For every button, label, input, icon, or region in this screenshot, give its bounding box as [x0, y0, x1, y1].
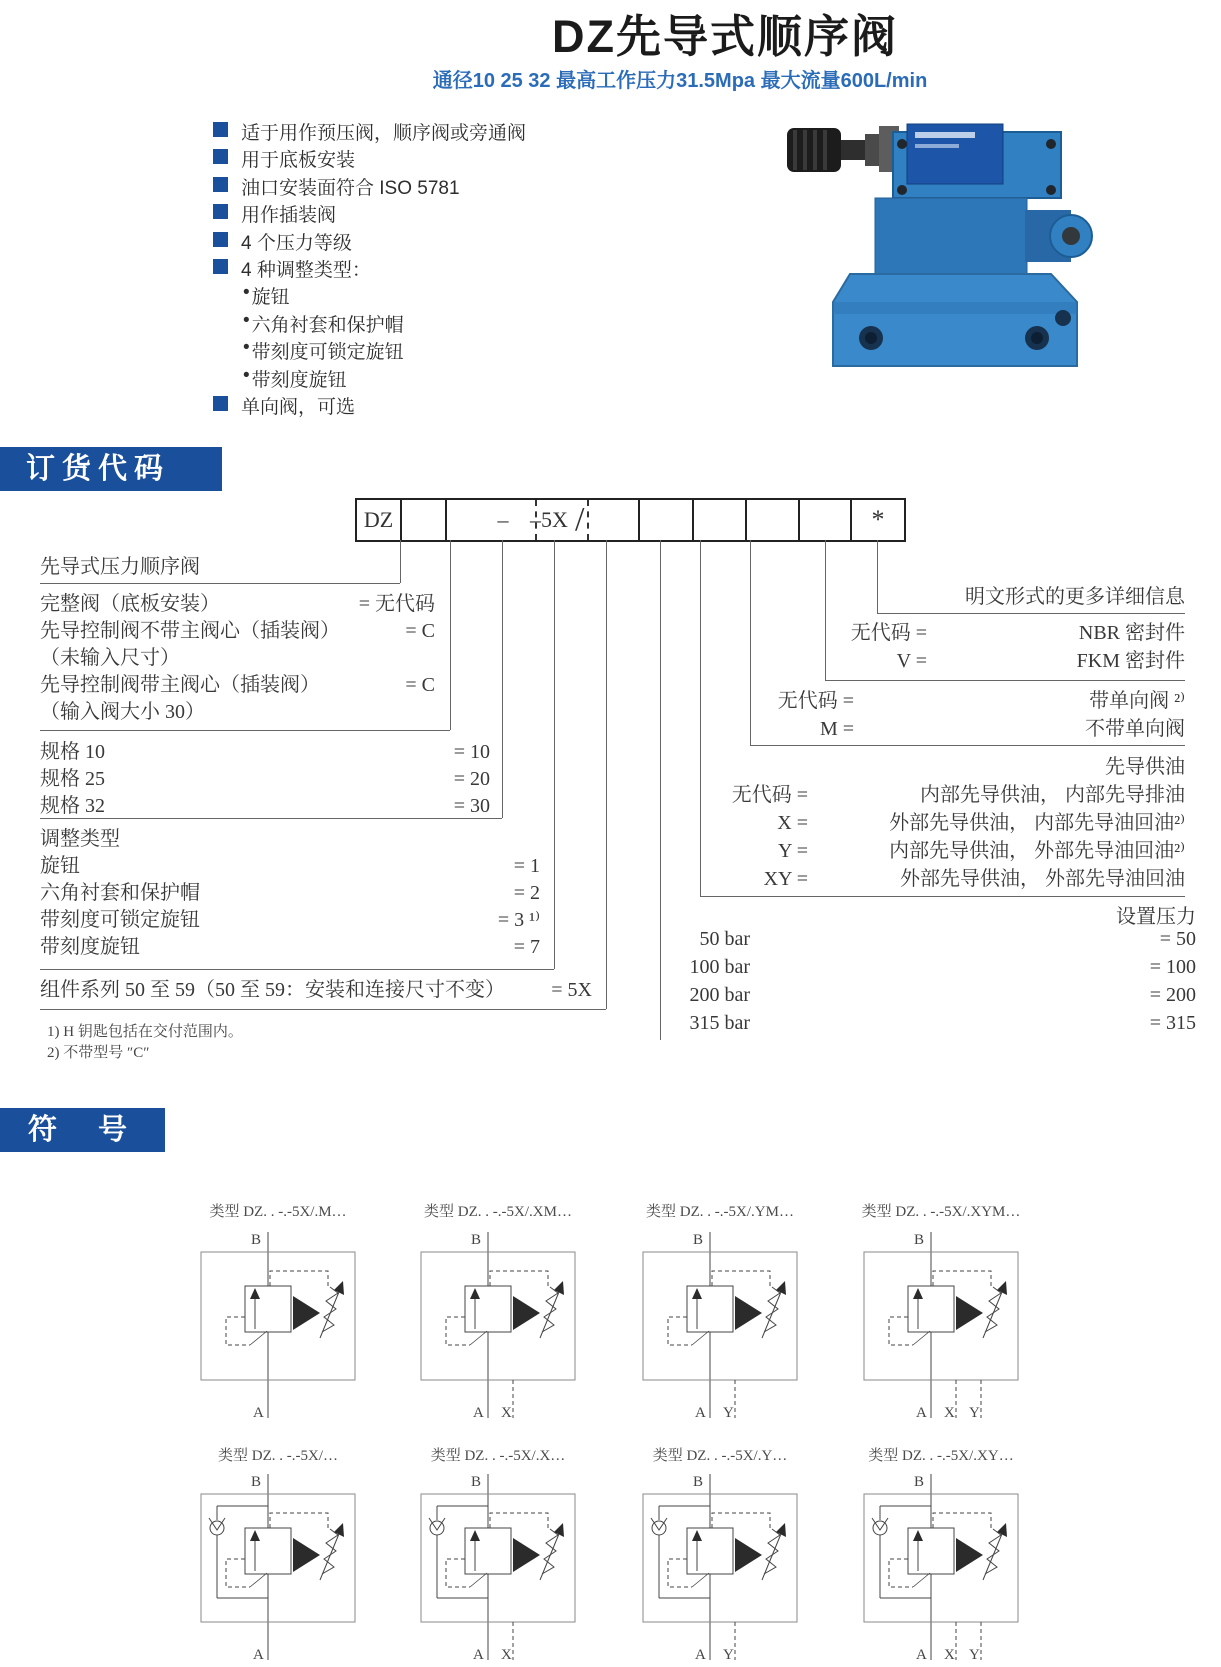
option-label: 内部先导供油， 外部先导油回油²⁾ — [889, 840, 1185, 862]
feature-text: 适于用作预压阀，顺序阀或旁通阀 — [241, 123, 527, 144]
ordering-option-row — [40, 550, 400, 577]
symbol-type-label: 类型 DZ. . -.-5X/.M… — [209, 1204, 347, 1220]
ordering-option-row — [40, 762, 490, 789]
right-block-header: 设置压力 — [1116, 906, 1196, 928]
option-label: 规格 25 — [40, 768, 105, 790]
ordering-option-row — [672, 1012, 1196, 1040]
ordering-left-block — [40, 735, 490, 816]
svg-text:B: B — [914, 1474, 925, 1490]
option-label: = 315 — [1149, 1012, 1196, 1034]
right-block-header: 先导供油 — [1105, 756, 1185, 778]
svg-text:X: X — [944, 1405, 955, 1421]
product-photo — [775, 110, 1095, 385]
feature-item — [213, 118, 526, 145]
ordering-right-block — [672, 900, 1196, 1040]
page-title: DZ先导式顺序阀 — [552, 11, 898, 62]
connector-vline — [606, 540, 607, 1009]
ordering-code-cell-text: * — [871, 505, 885, 534]
feature-item — [213, 392, 526, 419]
ordering-left-block — [40, 550, 400, 577]
hydraulic-symbol — [856, 1228, 1026, 1425]
option-code-value: = C — [405, 620, 435, 642]
ordering-code-cell — [575, 500, 640, 540]
square-bullet-icon — [213, 232, 228, 247]
feature-text: 用于底板安装 — [241, 150, 356, 172]
option-code-value: 无代码 = — [777, 690, 854, 712]
symbol-type-label: 类型 DZ. . -.-5X/.XYM… — [861, 1204, 1021, 1220]
ordering-left-block — [40, 973, 592, 1000]
footnote-line: 1) H 钥匙包括在交付范围内。 — [47, 1024, 243, 1040]
feature-item — [213, 228, 526, 255]
feature-text: 用作插装阀 — [241, 205, 337, 227]
dot-bullet-icon: • — [243, 309, 250, 331]
connector-hline — [40, 969, 554, 970]
option-code-value: 200 bar — [689, 984, 750, 1006]
feature-item — [213, 200, 526, 227]
option-code-value: 100 bar — [689, 956, 750, 978]
feature-text: 4 种调整类型： — [241, 259, 371, 281]
connector-vline — [502, 540, 503, 818]
section-header-symbols: 符 号 — [0, 1108, 165, 1152]
svg-text:B: B — [693, 1232, 704, 1248]
ordering-code-cell — [357, 500, 402, 540]
connector-hline — [877, 613, 1185, 614]
footnote-line: 2) 不带型号 ″C″ — [47, 1045, 150, 1061]
connector-hline — [825, 680, 1185, 681]
square-bullet-icon — [213, 122, 228, 137]
option-code-value: = 2 — [513, 882, 540, 904]
svg-text:Y: Y — [723, 1647, 734, 1663]
feature-text: 带刻度可锁定旋钮 — [251, 342, 404, 364]
ordering-option-row — [40, 695, 435, 722]
hydraulic-symbol — [413, 1470, 583, 1667]
option-label: = 100 — [1149, 956, 1196, 978]
option-code-value: 无代码 = — [731, 784, 808, 806]
connector-hline — [40, 730, 450, 731]
connector-hline — [40, 583, 400, 584]
ordering-option-row — [712, 778, 1185, 806]
connector-vline — [450, 540, 451, 730]
svg-text:Y: Y — [723, 1405, 734, 1421]
feature-item — [213, 173, 526, 200]
option-code-value: = 20 — [453, 768, 490, 790]
ordering-option-row — [762, 712, 1185, 740]
valve-body-illustration — [875, 198, 1027, 276]
connector-hline — [40, 1009, 606, 1010]
feature-text: 六角衬套和保护帽 — [251, 314, 404, 336]
connector-hline — [750, 745, 1185, 746]
ordering-code-cell — [747, 500, 800, 540]
section-header-ordering: 订货代码 — [0, 447, 222, 491]
svg-text:B: B — [471, 1474, 482, 1490]
option-code-value: X = — [777, 812, 808, 834]
symbol-type-label: 类型 DZ. . -.-5X/.YM… — [646, 1204, 794, 1220]
svg-text:A: A — [916, 1647, 927, 1663]
square-bullet-icon — [213, 396, 228, 411]
svg-text:A: A — [473, 1405, 484, 1421]
ordering-code-cell — [852, 500, 904, 540]
option-code-value: = 1 — [513, 855, 540, 877]
connector-vline — [750, 540, 751, 745]
svg-text:Y: Y — [969, 1405, 980, 1421]
ordering-option-row — [712, 834, 1185, 862]
option-code-value: = 10 — [453, 741, 490, 763]
svg-text:B: B — [251, 1474, 262, 1490]
ordering-option-row — [40, 849, 540, 876]
option-label: 带刻度可锁定旋钮 — [40, 909, 200, 931]
option-label: 完整阀（底板安装） — [40, 593, 220, 615]
ordering-option-row — [40, 930, 540, 957]
ordering-right-block — [640, 580, 1185, 608]
ordering-code-cell — [640, 500, 694, 540]
option-code-value: 无代码 = — [850, 622, 927, 644]
footnotes — [47, 1022, 243, 1064]
connector-hline — [700, 896, 1185, 897]
svg-text:A: A — [253, 1647, 264, 1663]
square-bullet-icon — [213, 204, 228, 219]
option-label: 调整类型 — [40, 828, 120, 850]
option-label: 六角衬套和保护帽 — [40, 882, 200, 904]
option-label: 先导控制阀不带主阀心（插装阀） — [40, 620, 340, 642]
ordering-right-block — [762, 684, 1185, 740]
hydraulic-symbol — [193, 1228, 363, 1425]
ordering-option-row — [712, 806, 1185, 834]
option-label: 带单向阀 ²⁾ — [1089, 690, 1185, 712]
hydraulic-symbol — [635, 1228, 805, 1425]
option-label: 旋钮 — [40, 855, 80, 877]
ordering-code-cell — [402, 500, 447, 540]
ordering-option-row — [40, 614, 435, 641]
option-label: 组件系列 50 至 59（50 至 59：安装和连接尺寸不变） — [40, 979, 505, 1001]
ordering-option-row — [835, 616, 1185, 644]
ordering-option-row — [40, 876, 540, 903]
valve-base-illustration — [833, 274, 1077, 366]
option-label: = 50 — [1159, 928, 1196, 950]
option-code-value: = 5X — [551, 979, 592, 1001]
symbol-type-label: 类型 DZ. . -.-5X/.X… — [430, 1448, 566, 1464]
ordering-right-block — [712, 750, 1185, 890]
option-code-value: M = — [819, 718, 854, 740]
feature-text: 带刻度旋钮 — [251, 369, 347, 391]
feature-sub-item — [213, 337, 526, 364]
connector-hline — [40, 818, 502, 819]
ordering-code-cell — [694, 500, 747, 540]
option-label: 内部先导供油， 内部先导排油 — [920, 784, 1185, 806]
option-code-value: XY = — [763, 868, 808, 890]
ordering-option-row — [762, 684, 1185, 712]
ordering-left-block — [40, 822, 540, 957]
option-label: 带刻度旋钮 — [40, 936, 140, 958]
ordering-option-row — [40, 973, 592, 1000]
option-code-value: = 30 — [453, 795, 490, 817]
ordering-code-cell — [447, 500, 537, 540]
ordering-option-row — [40, 587, 435, 614]
svg-text:X: X — [944, 1647, 955, 1663]
svg-text:Y: Y — [969, 1647, 980, 1663]
connector-vline — [660, 540, 661, 1040]
svg-text:B: B — [693, 1474, 704, 1490]
ordering-code-cell-text: / — [575, 501, 585, 538]
symbol-type-label: 类型 DZ. . -.-5X/… — [218, 1448, 338, 1464]
feature-sub-item — [213, 310, 526, 337]
feature-text: 油口安装面符合 ISO 5781 — [241, 177, 460, 199]
feature-text: 旋钮 — [251, 287, 290, 309]
ordering-code-cell-text: – — [497, 507, 509, 532]
ordering-code-row — [355, 498, 906, 542]
page-subtitle: 通径10 25 32 最高工作压力31.5Mpa 最大流量600L/min — [432, 70, 928, 92]
dot-bullet-icon: • — [243, 364, 250, 386]
option-label: 明文形式的更多详细信息 — [965, 586, 1185, 608]
option-label: = 200 — [1149, 984, 1196, 1006]
option-label: 先导控制阀带主阀心（插装阀） — [40, 674, 320, 696]
ordering-right-block — [835, 616, 1185, 672]
svg-text:B: B — [251, 1232, 262, 1248]
ordering-code-cell — [800, 500, 852, 540]
option-code-value: = 无代码 — [358, 593, 435, 615]
option-code-value: 50 bar — [699, 928, 750, 950]
ordering-code-cell-text: DZ — [363, 507, 394, 532]
feature-item — [213, 255, 526, 282]
ordering-left-block — [40, 587, 435, 722]
option-code-value: V = — [896, 650, 927, 672]
option-label: （未输入尺寸） — [40, 647, 180, 669]
connector-vline — [825, 540, 826, 680]
svg-text:X: X — [501, 1405, 512, 1421]
feature-sub-item — [213, 365, 526, 392]
square-bullet-icon — [213, 177, 228, 192]
option-label: NBR 密封件 — [1078, 622, 1185, 644]
option-label: 不带单向阀 — [1085, 718, 1185, 740]
ordering-option-row — [640, 580, 1185, 608]
ordering-option-row — [672, 928, 1196, 956]
feature-text: 单向阀，可选 — [241, 396, 356, 418]
feature-item — [213, 145, 526, 172]
connector-vline — [400, 540, 401, 583]
svg-text:A: A — [253, 1405, 264, 1421]
option-label: FKM 密封件 — [1076, 650, 1185, 672]
ordering-code-cell-text: –5X — [530, 507, 568, 532]
ordering-option-row — [40, 822, 540, 849]
square-bullet-icon — [213, 259, 228, 274]
option-label: 外部先导供油， 内部先导油回油²⁾ — [889, 812, 1185, 834]
svg-text:A: A — [916, 1405, 927, 1421]
option-label: 外部先导供油， 外部先导油回油 — [900, 868, 1185, 890]
svg-text:A: A — [695, 1405, 706, 1421]
dot-bullet-icon: • — [243, 282, 250, 304]
hydraulic-symbol — [193, 1470, 363, 1667]
option-label: 先导式压力顺序阀 — [40, 556, 200, 578]
feature-list — [213, 118, 526, 419]
svg-text:A: A — [473, 1647, 484, 1663]
ordering-option-row — [40, 641, 435, 668]
ordering-option-row — [712, 862, 1185, 890]
ordering-option-row — [40, 735, 490, 762]
option-label: 规格 10 — [40, 741, 105, 763]
option-code-value: 315 bar — [689, 1012, 750, 1034]
svg-text:X: X — [501, 1647, 512, 1663]
option-code-value: = 7 — [513, 936, 540, 958]
svg-text:A: A — [695, 1647, 706, 1663]
symbol-type-label: 类型 DZ. . -.-5X/.Y… — [652, 1448, 788, 1464]
ordering-option-row — [40, 668, 435, 695]
feature-text: 4 个压力等级 — [241, 232, 352, 254]
svg-text:B: B — [914, 1232, 925, 1248]
hydraulic-symbol — [635, 1470, 805, 1667]
symbol-type-label: 类型 DZ. . -.-5X/.XM… — [424, 1204, 572, 1220]
ordering-option-row — [835, 644, 1185, 672]
symbol-type-label: 类型 DZ. . -.-5X/.XY… — [868, 1448, 1014, 1464]
ordering-option-row — [40, 903, 540, 930]
dot-bullet-icon: • — [243, 337, 250, 359]
feature-sub-item — [213, 282, 526, 309]
option-label: （输入阀大小 30） — [40, 701, 205, 723]
connector-vline — [554, 540, 555, 969]
hydraulic-symbol — [413, 1228, 583, 1425]
option-code-value: Y = — [778, 840, 808, 862]
option-code-value: = C — [405, 674, 435, 696]
hydraulic-symbol — [856, 1470, 1026, 1667]
ordering-option-row — [672, 984, 1196, 1012]
ordering-option-row — [40, 789, 490, 816]
option-code-value: = 3 ¹⁾ — [497, 909, 540, 931]
square-bullet-icon — [213, 149, 228, 164]
ordering-option-row — [672, 956, 1196, 984]
option-label: 规格 32 — [40, 795, 105, 817]
svg-text:B: B — [471, 1232, 482, 1248]
